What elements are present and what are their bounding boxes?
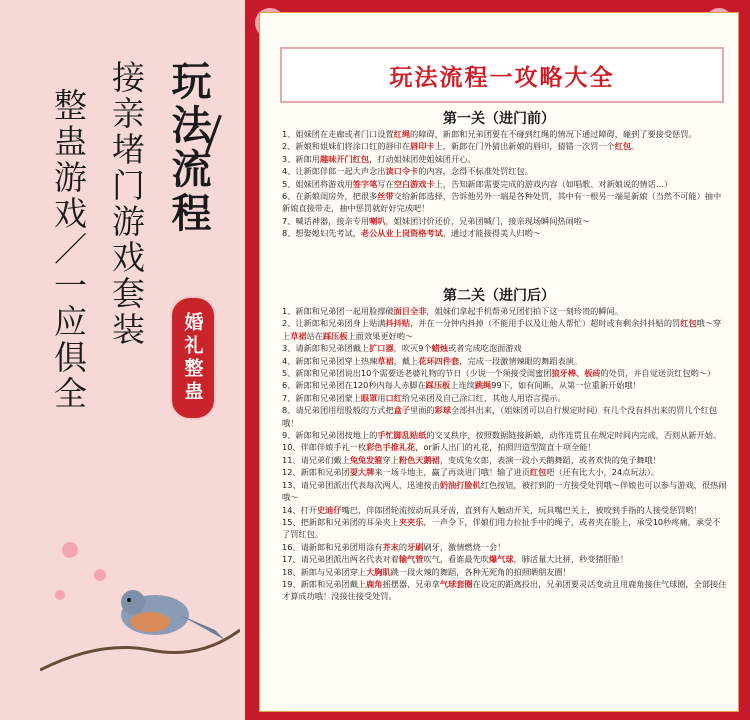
rule-item: 7、喊话神器，接亲专用喇叭，姐妹团讨价还价，兄弟团喊门，接亲现场瞬间热闹啦～	[282, 215, 591, 226]
rule-item: 4、让新郎伴郎一起大声念出读口令卡的内容，念得不标准处罚红包。	[282, 166, 533, 177]
rule-item: 13、请兄弟团派出代表每次两人，迅速按击奶油打脸机红色按钮，被打到的一方接受处罚哦～伴娘也可以参与游戏，很热闹哦～	[282, 479, 727, 503]
rule-item: 7、新郎和兄弟团蒙上眼罩用口红给兄弟团及自己涂口红，其他人用语言提示。	[282, 392, 566, 403]
rule-item: 2、新娘和姐妹们将涂口红的唇印在唇印卡上，新郎在门外猜出新娘的唇印，猜错一次罚一个红包。	[282, 141, 640, 152]
rule-item: 5、新郎和兄弟团说出10个需要送老婆礼物的节日（少说一个须接受闺蜜团狼牙棒、板砖的处罚，并自觉送贡红包哟～）	[282, 368, 716, 379]
rule-item: 3、请新郎和兄弟团戴上扩口器，吹灭9个蜡烛或者完成吃泡面游戏	[282, 343, 522, 354]
wedding-prank-badge: 婚礼整蛊	[170, 296, 216, 420]
rule-item: 9、新郎和兄弟团按地上的手忙脚乱贴纸的交叉秩序，按照数据链接新娘，动作连贯且在规定时间内完成，否则从新开始。	[282, 430, 722, 441]
rule-item: 1、姐妹团在走廊或者门口设置红绳的障碍，新郎和兄弟团要在不碰到红绳的情况下通过障碍，碰到了要接受惩罚。	[282, 129, 697, 139]
big-title: 玩法流程	[165, 60, 211, 236]
rule-item: 14、打开史迪仔嘴巴，伴郎团轮流按动玩具牙齿，直到有人触动开关，玩具嘴巴关上，被咬到手指的人接受惩罚哟！	[282, 504, 702, 515]
rule-item: 10、伴郎伴娘手礼一枚彩色手推礼花，or新人出门的礼花，拍照凹造型简直十项全能！	[282, 442, 596, 453]
rule-item: 5、姐妹团将游戏用签字笔写在空白游戏卡上，告知新郎需要完成的游戏内容（如唱歌、对新娘说的情话…）	[282, 178, 673, 189]
bird-branch-illustration	[40, 520, 240, 720]
rule-item: 6、新郎和兄弟团在120秒内每人赤脚在踩压板上连续跳绳99下，如有间断，从第一位重新开始哦！	[282, 380, 641, 391]
subtitle-prank-games: 整蛊游戏／一应俱全	[49, 88, 88, 412]
rules-poster	[245, 0, 750, 720]
poster-title: 玩法流程一攻略大全	[280, 47, 724, 103]
section2-title: 第二关（进门后）	[443, 288, 555, 304]
section2-list	[282, 305, 727, 603]
section1-list	[282, 128, 727, 240]
rule-item: 16、请新郎和兄弟团用涂有芥末的牙刷刷牙，激情燃烧一会！	[282, 541, 506, 552]
rule-item: 3、新郎用趣味开门红包，打动姐妹团使姐妹团开心。	[282, 153, 476, 164]
rule-item: 19、新郎和兄弟团戴上鹿角摇摆器，兄弟拿气球套圈在设定的距离投出，兄弟团要灵活变动且用鹿角接住气球圈，全部接住才算成功哦！没接住接受处罚。	[282, 578, 727, 602]
section1-title: 第一关（进门前）	[443, 111, 555, 127]
rule-item: 6、在新娘闺房外，把很多丝带交给新郎选择，告诉他另外一端是各种处罚，其中有一根另一端是新娘（当然不可能）抽中新娘直接带走，抽中惩罚就好好完成吧！	[282, 191, 722, 214]
subtitle-game-set: 接亲堵门游戏套装	[107, 60, 146, 348]
poster-content-area	[259, 12, 739, 712]
rule-item: 8、请兄弟团用纽股般的方式把盒子里面的彩球全部抖出来，（姐妹团可以自行规定时间）有几个没有抖出来的罚几个红包哦！	[282, 405, 718, 428]
rule-item: 1、新郎和兄弟团一起用脸撑破面目全非，姐妹们拿起手机帮弟兄团们拍下这一刻珍贵的瞬间。	[282, 306, 623, 316]
rule-item: 15、把新郎和兄弟团的耳朵夹上夹夹乐，一声令下，伴娘们用力拉扯手中的绳子，或者夹在脸上，承受10秒疼痛，承受不了罚红包。	[282, 516, 721, 540]
rule-item: 17、请兄弟团派出两名代表对着输气管吹气，看谁最先吹爆气球，肺活量大比拼，秒变猪肝脸！	[282, 554, 629, 565]
rule-item: 11、请兄弟们戴上兔兔发箍穿上粉色天鹅裙，变成兔女郎，表演一段小天鹅舞蹈，或者欢快的兔子舞哦！	[282, 454, 661, 465]
rule-item: 2、让新郎和兄弟团身上贴满抖抖贴，并在一分钟内抖掉（不能用手以及让他人帮忙）超时或有剩余抖抖贴的罚红包哦～穿上草裙站在踩压板上面效果更好哟～	[282, 318, 722, 341]
rule-item: 8、想娶媳妇先考试，老公从业上岗资格考试，通过才能接得美人归哟～	[282, 228, 542, 239]
rule-item: 4、新郎和兄弟团穿上热辣草裙，戴上花环四件套，完成一段激情辣眼的舞蹈表演。	[282, 355, 583, 366]
left-panel	[0, 0, 245, 720]
rule-item: 12、新郎和兄弟团耍大牌来一场斗地主，赢了再谈进门哦！输了进贡红包吧（还有比大小，24点玩法）。	[282, 467, 660, 478]
rule-item: 18、新郎与兄弟团穿上大胸肌跳一段火辣的舞蹈，各种无死角的拍照晒朋友圈！	[282, 566, 571, 577]
